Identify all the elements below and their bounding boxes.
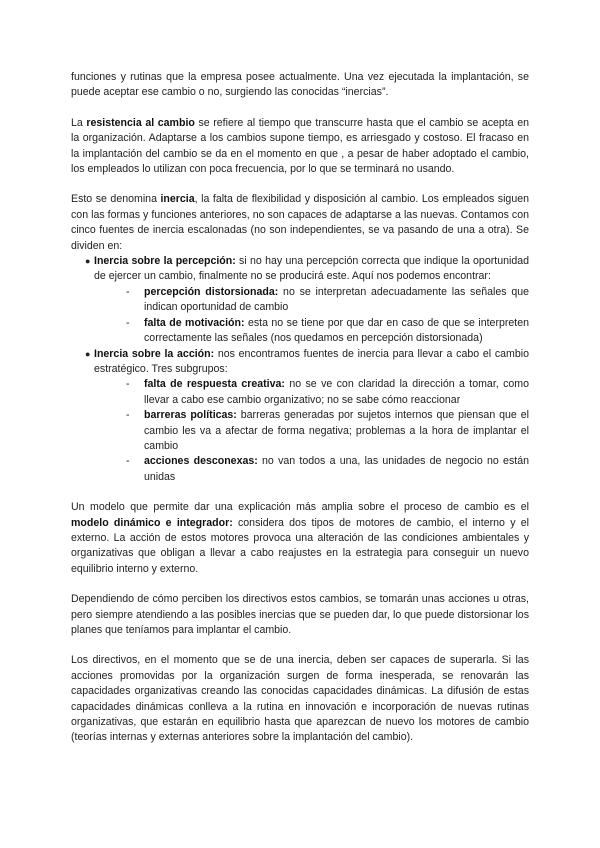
text-segment: nos encontramos fuentes de inercia para llevar a cabo el cambio estratégico. Tres subgrupos:	[94, 347, 529, 375]
document-page	[71, 70, 529, 761]
dash-icon: -	[126, 316, 130, 329]
text-segment: considera dos tipos de motores de cambio, el interno y el externo. La acción de estos motores provoca una alteración de las condiciones ambientales y organizativas que obligan a llevar a cabo reajustes en la estrategia para conseguir un nuevo equilibrio interno y externo.	[71, 516, 529, 575]
bold-term: inercia	[160, 193, 195, 206]
inercia-list	[71, 254, 529, 485]
dash-icon: -	[126, 409, 130, 422]
list-item-text	[94, 347, 529, 378]
list-item	[71, 254, 529, 346]
bold-term: falta de respuesta creativa:	[144, 378, 285, 391]
paragraph-directivos-percepcion: Dependiendo de cómo perciben los directivos estos cambios, se tomarán unas acciones u otras, pero siempre atendiendo a las posibles inercias que se pueden dar, lo que puede distorsionar los planes que teníamos para implantar el cambio.	[71, 593, 529, 636]
bold-term: percepción distorsionada:	[144, 285, 279, 298]
text-segment: esta no se tiene por que dar en caso de que se interpreten correctamente las señales (nos quedamos en percepción distorsionada)	[144, 316, 530, 345]
sub-item	[94, 408, 529, 454]
paragraph-resistencia	[71, 116, 529, 178]
sub-item	[94, 454, 529, 485]
text-segment: Un modelo que permite dar una explicación más amplia sobre el proceso de cambio es el	[71, 501, 529, 514]
text-segment: no se ve con claridad la dirección a tomar, como llevar a cabo ese cambio organizativo; no se sabe cómo reaccionar	[144, 378, 529, 406]
text-segment: barreras generadas por sujetos internos que piensan que el cambio les va a afectar de forma negativa; problemas a la hora de implantar el cambio	[144, 409, 529, 452]
dash-icon: -	[126, 285, 130, 298]
text-segment: si no hay una percepción correcta que indique la oportunidad de ejercer un cambio, finalmente no se producirá este. Aquí nos podemos encontrar:	[94, 255, 529, 283]
text-segment: se refiere al tiempo que transcurre hasta que el cambio se acepta en la organización. Adaptarse a los cambios supone tiempo, es arriesgado y costoso. El fracaso en la implantación del cambio se da en el momento en que , a pesar de haber adoptado el cambio, los empleados lo utilizan con poca frecuencia, por lo que se terminará no usando.	[71, 116, 530, 176]
paragraph-capacidades-dinamicas: Los directivos, en el momento que se de una inercia, deben ser capaces de superarla. Si las acciones promovidas por la organización surgen de forma inesperada, se renovarán las capacidades organizativas creando las conocidas capacidades dinámicas. La difusión de estas capacidades dinámicas conlleva a la rutina en innovación e incorporación de nuevas rutinas organizativas, que estarán en equilibrio hasta que aparezcan de nuevo los motores de cambio (teorías internas y externas anteriores sobre la implantación del cambio).	[71, 654, 529, 744]
bold-term: acciones desconexas:	[144, 455, 258, 468]
text-segment: Esto se denomina	[71, 193, 161, 206]
bold-term: modelo dinámico e integrador:	[71, 516, 233, 529]
dash-icon: -	[126, 378, 130, 391]
bullet-icon: ●	[85, 348, 91, 359]
text-segment: no van todos a una, las unidades de negocio no están unidas	[144, 455, 529, 483]
bold-term: Inercia sobre la percepción:	[94, 255, 236, 268]
sub-item	[94, 377, 529, 408]
text-segment: no se interpretan adecuadamente las señales que indican oportunidad de cambio	[144, 285, 529, 314]
paragraph-intro: funciones y rutinas que la empresa posee actualmente. Una vez ejecutada la implantación, se puede aceptar ese cambio o no, surgiendo las conocidas “inercias”.	[71, 71, 529, 99]
list-item	[71, 347, 529, 486]
sub-item	[94, 285, 529, 316]
bold-term: Inercia sobre la acción:	[94, 347, 215, 360]
bold-term: falta de motivación:	[144, 316, 245, 329]
dash-icon: -	[126, 455, 130, 468]
bullet-icon: ●	[85, 256, 91, 267]
bold-term: resistencia al cambio	[86, 116, 195, 129]
paragraph-modelo	[71, 500, 529, 577]
bold-term: barreras políticas:	[144, 409, 237, 422]
sub-item	[94, 316, 529, 347]
paragraph-inercia	[71, 192, 529, 254]
text-segment: La	[71, 116, 87, 129]
text-segment: , la falta de flexibilidad y disposición al cambio. Los empleados siguen con las formas y funciones anteriores, no son capaces de adaptarse a las nuevas. Contamos con cinco fuentes de inercia escalonadas (no son independientes, se va pasando de una a otra). Se dividen en:	[71, 193, 529, 252]
list-item-text	[94, 254, 529, 285]
